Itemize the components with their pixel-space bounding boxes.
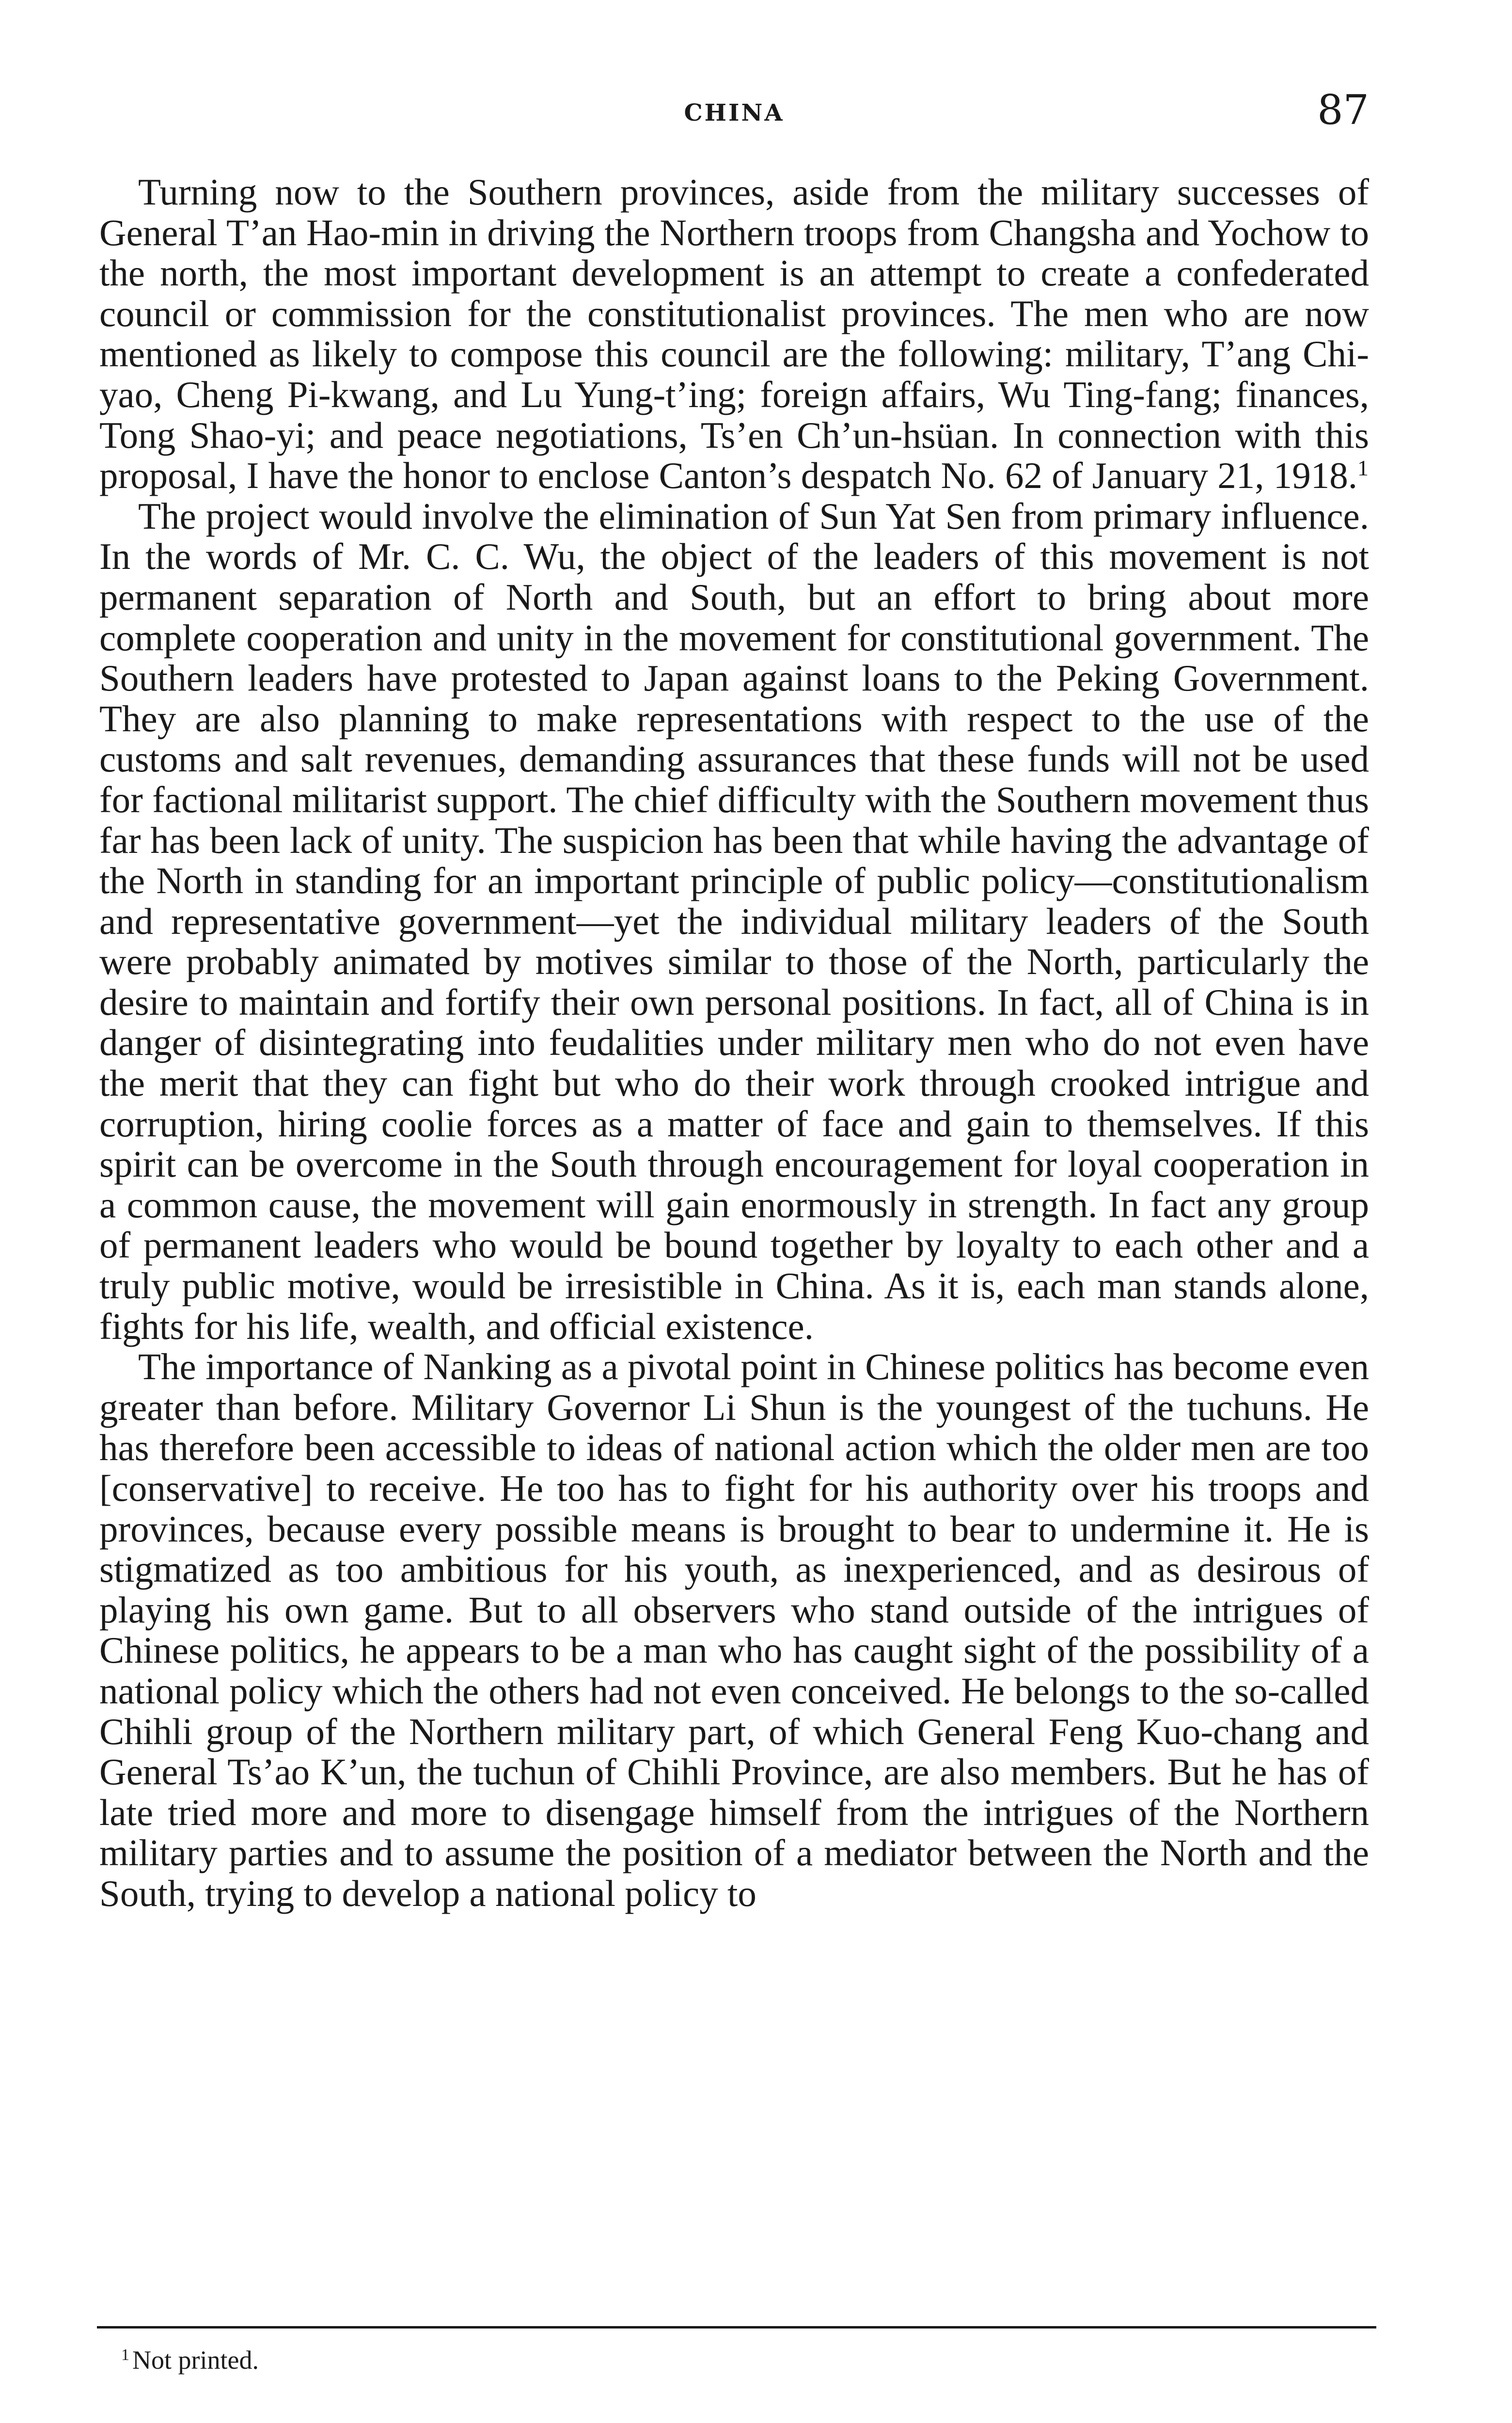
footnote: [121, 2345, 259, 2375]
paragraph-text: Turning now to the Southern provinces, aside from the military successes of General T’an Hao-min in driving the Northern troops from Changsha and Yochow to the north, the most important development is an attempt to create a confederated council or commission for the constitutionalist provinces. The men who are now mentioned as likely to compose this council are the following: military, T’ang Chi-yao, Cheng Pi-kwang, and Lu Yung-t’ing; foreign affairs, Wu Ting-fang; finances, Tong Shao-yi; and peace negotiations, Ts’en Ch’un-hsüan. In connection with this proposal, I have the honor to enclose Canton’s despatch No. 62 of January 21, 1918.: [99, 171, 1369, 497]
running-head: CHINA: [684, 99, 785, 126]
footnote-reference: 1: [1357, 456, 1369, 481]
footnote-mark: 1: [121, 2346, 129, 2364]
paragraph-nanking: [99, 1347, 1369, 1914]
page-number: 87: [1317, 86, 1369, 134]
paragraph-text: The project would involve the elimination of Sun Yat Sen from primary influence. In the words of Mr. C. C. Wu, the object of the leaders of this movement is not permanent separation of North and South, but an effort to bring about more complete cooperation and unity in the movement for constitutional government. The Southern leaders have protested to Japan against loans to the Peking Government. They are also planning to make representations with respect to the use of the customs and salt revenues, demanding assurances that these funds will not be used for factional militarist support. The chief difficulty with the Southern movement thus far has been lack of unity. The suspicion has been that while having the advantage of the North in standing for an important principle of public policy—constitutionalism and representative government—yet the individual military leaders of the South were probably animated by motives similar to those of the North, particularly the desire to maintain and fortify their own personal positions. In fact, all of China is in danger of disintegrating into feudalities under military men who do not even have the merit that they can fight but who do their work through crooked intrigue and corruption, hiring coolie forces as a matter of face and gain to themselves. If this spirit can be overcome in the South through encouragement for loyal cooperation in a common cause, the movement will gain enormously in strength. In fact any group of permanent leaders who would be bound together by loyalty to each other and a truly public motive, would be irresistible in China. As it is, each man stands alone, fights for his life, wealth, and official existence.: [99, 495, 1369, 1347]
footnote-divider: [97, 2326, 1376, 2329]
body-text: [99, 172, 1369, 2324]
footnote-text: Not printed.: [132, 2345, 259, 2375]
paragraph-southern-provinces: [99, 172, 1369, 496]
paragraph-sun-yat-sen: [99, 496, 1369, 1347]
paragraph-text: The importance of Nanking as a pivotal point in Chinese politics has become even greater than before. Military Governor Li Shun is the youngest of the tuchuns. He has therefore been accessible to ideas of national action which the older men are too [conservative] to receive. He too has to fight for his authority over his troops and provinces, because every possible means is brought to bear to undermine it. He is stigmatized as too ambitious for his youth, as inexperienced, and as desirous of playing his own game. But to all observers who stand outside of the intrigues of Chinese politics, he appears to be a man who has caught sight of the possibility of a national policy which the others had not even conceived. He belongs to the so-called Chihli group of the Northern military part, of which General Feng Kuo-chang and General Ts’ao K’un, the tuchun of Chihli Province, are also members. But he has of late tried more and more to disengage himself from the intrigues of the Northern military parties and to assume the position of a mediator between the North and the South, trying to develop a national policy to: [99, 1346, 1369, 1914]
page-header: [99, 86, 1369, 138]
